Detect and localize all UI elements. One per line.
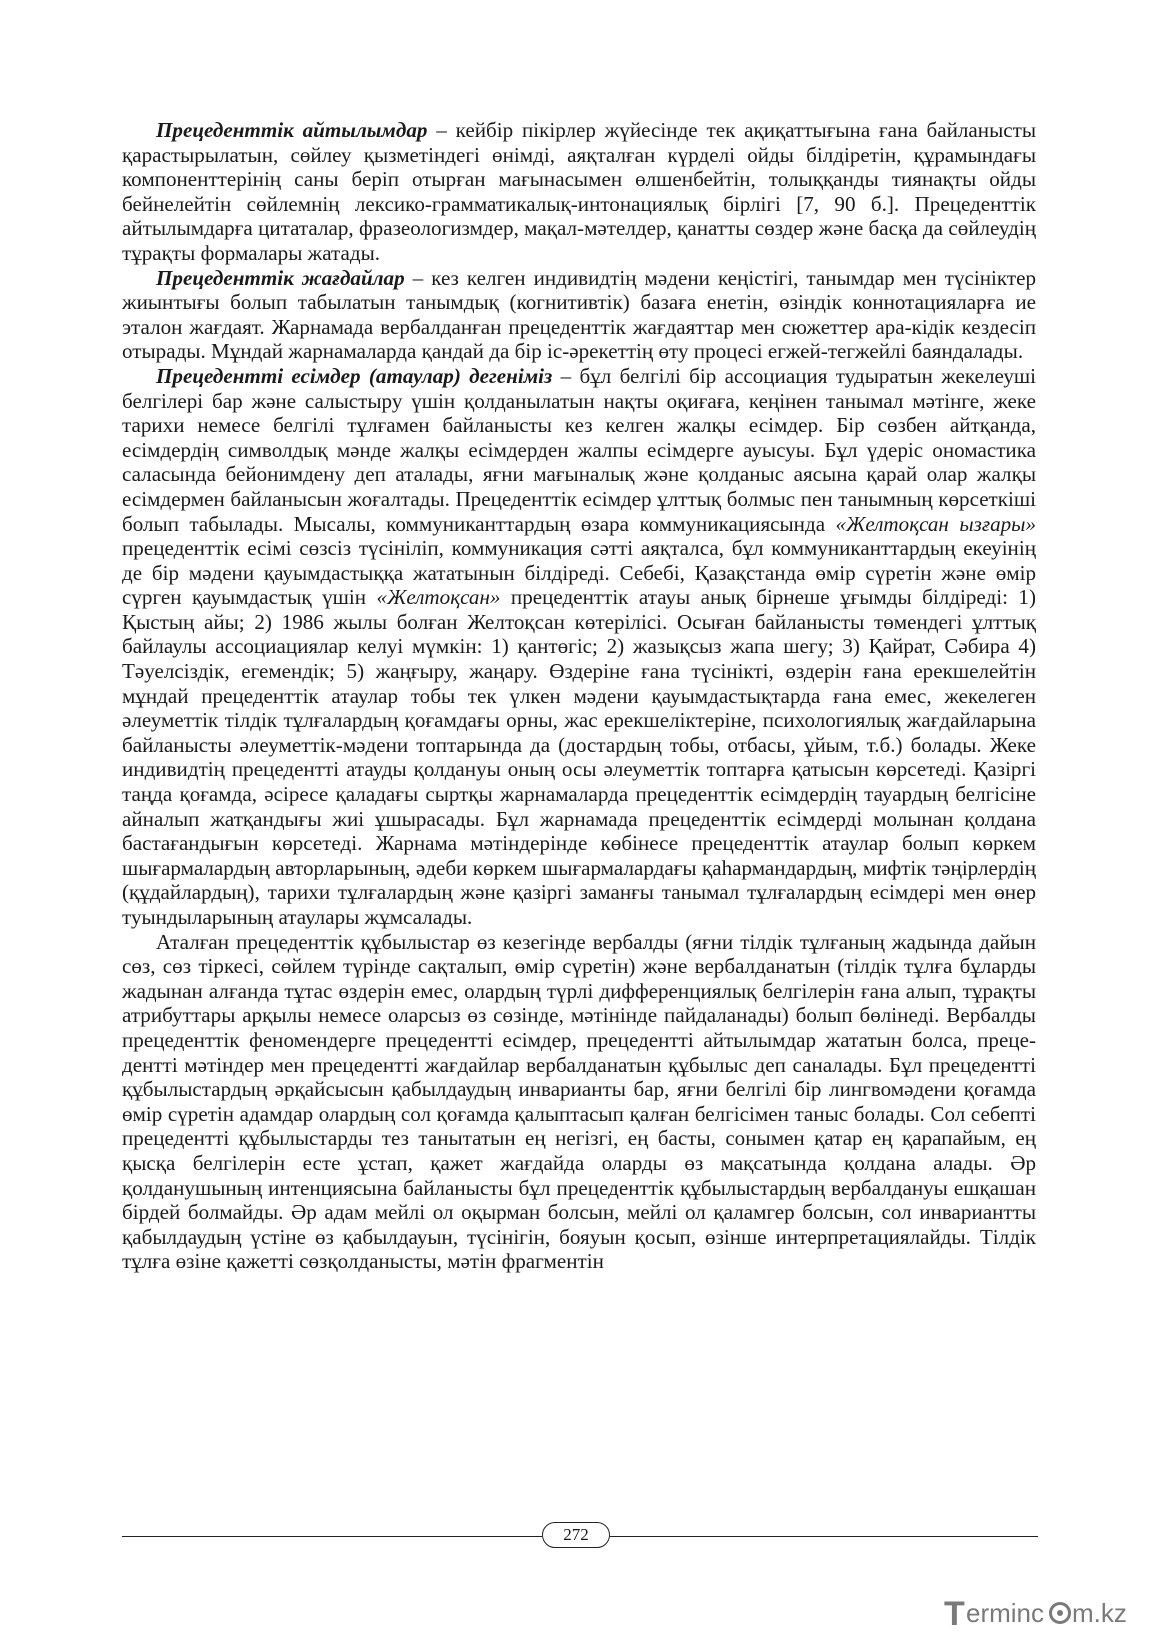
- watermark-text-erminc: erminc: [966, 1598, 1045, 1628]
- italic-quote: «Желтоқсан ызғары»: [835, 511, 1037, 536]
- italic-quote: «Желтоқсан»: [376, 585, 501, 610]
- page-body: [122, 118, 1036, 1274]
- paragraph-precedent-phenomena: [122, 930, 1036, 1274]
- termincom-watermark: [942, 1592, 1148, 1632]
- paragraph-text: прецеденттік есімі сөзсіз түсініліп, коммуникация сәтті аяқталса, бұл коммуниканттардың екеуінің де бір мәдени қауымдастыққа жататынын білдіреді. Себебі, Қазақстанда өмір сүретін және өмір сүрген қауымдастық үшін: [122, 536, 1036, 610]
- paragraph-precedent-names: [122, 364, 1036, 930]
- watermark-o-dot: [1057, 1610, 1063, 1616]
- paragraph-text: прецеденттік атауы анық бірнеше ұғымды білдіреді: 1) Қыстың айы; 2) 1986 жылы болған Желтоқсан көтерілісі. Осыған байланысты төмендегі ұлттық байлаулы ассоциациялар келуі мүмкін: 1) қантөгіс; 2) жазықсыз жапа шегу; 3) Қайрат, Сәбира 4) Тәуелсіздік, егемендік; 5) жаңғыру, жаңару. Өздеріне ғана түсінікті, өздерін ғана ерекшелейтін мұндай прецеденттік атаулар тобы тек үлкен мәдени қауымдастықтарда ғана емес, жекелеген әлеуметтік тілдік тұлғалардың қоғамдағы орны, жас ерекшеліктеріне, психологиялық жағдайларына байланысты әлеуметтік-мәдени топтарында да (достардың тобы, отбасы, ұйым, т.б.) болады. Жеке индивидтің прецедентті атауды қолдануы оның осы әлеуметтік топтарға қатысын көрсетеді. Қазіргі таңда қоғамда, әсіресе қаладағы сыртқы жарнамаларда прецеденттік есімдердің тауардың белгісіне айналып жатқандығы жиі ұшырасады. Бұл жарнамада прецеденттік есімдерді молынан қолдана бастағандығын көрсетеді. Жарнама мәтіндерінде көбінесе прецеденттік атаулар болып көркем шығармалардың авторларының, әдеби көркем шығармалардағы қаһармандардың, мифтік тәңірлердің (құдайлардың), тарихи тұлғалардың және қазіргі заманғы танымал тұлғалардың есімдері мен өнер туындыларының атаулары жұмсалады.: [122, 585, 1036, 929]
- paragraph-text: – кейбір пікірлер жүйесінде тек ақиқаттығына ғана байланысты қарастырылатын, сөйлеу қызметіндегі өнімді, аяқталған күрделі ойды білдіретін, құрамындағы компоненттерінің саны беріп отырған мағынасымен өлшенбейтін, толыққанды тиянақты ойды бейнелейтін сөйлемнің лексико-грамматикалық-интонациялық бірлігі [7, 90 б.]. Прецеденттік айтылымдарға цитаталар, фразеологизмдер, мақал-мәтелдер, қанатты сөздер және басқа да сөйлеудің тұрақты формалары жатады.: [122, 118, 1037, 265]
- termincom-logo: [942, 1592, 1148, 1632]
- paragraph-text: – кез келген индивидтің мәдени кеңістігі, танымдар мен түсініктер жиынтығы болып табылатын танымдық (когнитивтік) базаға енетін, өзіндік коннотацияларға ие эталон жағдаят. Жарнамада вербалданған прецеденттік жағдаяттар мен сюжеттер ара-кідік кездесіп отырады. Мұндай жарнамаларда қандай да бір іс-әрекеттің өту процесі егжей-тегжейлі баяндалады.: [122, 265, 1036, 364]
- paragraph-text: Аталған прецеденттік құбылыстар өз кезегінде вербалды (яғни тілдік тұлғаның жадында дайын сөз, сөз тіркесі, сөйлем түрінде сақталып, өмір сүретін) және вербалданатын (тілдік тұлға бұларды жадынан алғанда тұтас өздерін емес, олардың түрлі дифференциялық белгілерін ғана алып, тұрақты атрибуттары арқылы немесе оларсыз өз сөзінде, мәтінінде пайдаланады) болып бөлінеді. Вербалды прецеденттік феномендерге прецедентті есімдер, прецедентті айтылымдар жататын болса, прецедентті мәтіндер мен прецедентті жағдайлар вербалданатын құбылыс деп саналады. Бұл прецедентті құбылыстардың әрқайсысын қабылдаудың инварианты бар, яғни белгілі бір лингвомәдени қоғамда өмір сүретін адамдар олардың сол қоғамда қалыптасып қалған белгісімен таныс болады. Сол себепті прецедентті құбылыстарды тез танытатын ең негізгі, ең басты, сонымен қатар ең қарапайым, ең қысқа белгілерін есте ұстап, қажет жағдайда оларды өз мақсатында қолдана алады. Әр қолданушының интенциясына байланысты бұл прецеденттік құбылыстардың вербалдануы ешқашан бірдей болмайды. Әр адам мейлі ол оқырман болсын, мейлі ол қаламгер болсын, сол инвариантты қабылдаудың үстіне өз қабылдауын, түсінігін, бояуын қосып, өзінше интерпретациялайды. Тілдік тұлға өзіне қажетті сөзқолданысты, мәтін фрагментін: [122, 929, 1036, 1274]
- term-heading: Прецеденттік жағдайлар: [156, 265, 405, 290]
- term-heading: Прецеденттік айтылымдар: [156, 118, 428, 142]
- footer-rule-right: [610, 1536, 1038, 1537]
- watermark-text-mkz: m.kz: [1072, 1598, 1127, 1628]
- watermark-letter-t: T: [944, 1595, 965, 1632]
- page-number: 272: [542, 1522, 610, 1548]
- term-heading: Прецедентті есімдер (атаулар) дегеніміз: [156, 363, 553, 388]
- paragraph-text: – бұл белгілі бір ассоциация тудыратын жекелеуші белгілері бар және салыстыру үшін қолданылатын нақты оқиғаға, кеңінен танымал мәтінге, жеке тарихи немесе белгілі тұлғамен байланысты кез келген жалқы есімдер. Бір сөзбен айтқанда, есімдердің символдық мәнде жалқы есімдерден жалпы есімдерге ауысуы. Бұл үдеріс ономастика саласында бейонимдену деп аталады, яғни мағыналық және қолданыс аясына қарай олар жалқы есімдермен байланысын жоғалтады. Прецеденттік есімдер ұлттық болмыс пен танымның көрсеткіші болып табылады. Мысалы, коммуниканттардың өзара коммуникациясында: [122, 363, 1036, 536]
- paragraph-precedent-situations: [122, 266, 1036, 364]
- footer-rule-left: [122, 1536, 542, 1537]
- paragraph-precedent-utterances: [122, 118, 1036, 266]
